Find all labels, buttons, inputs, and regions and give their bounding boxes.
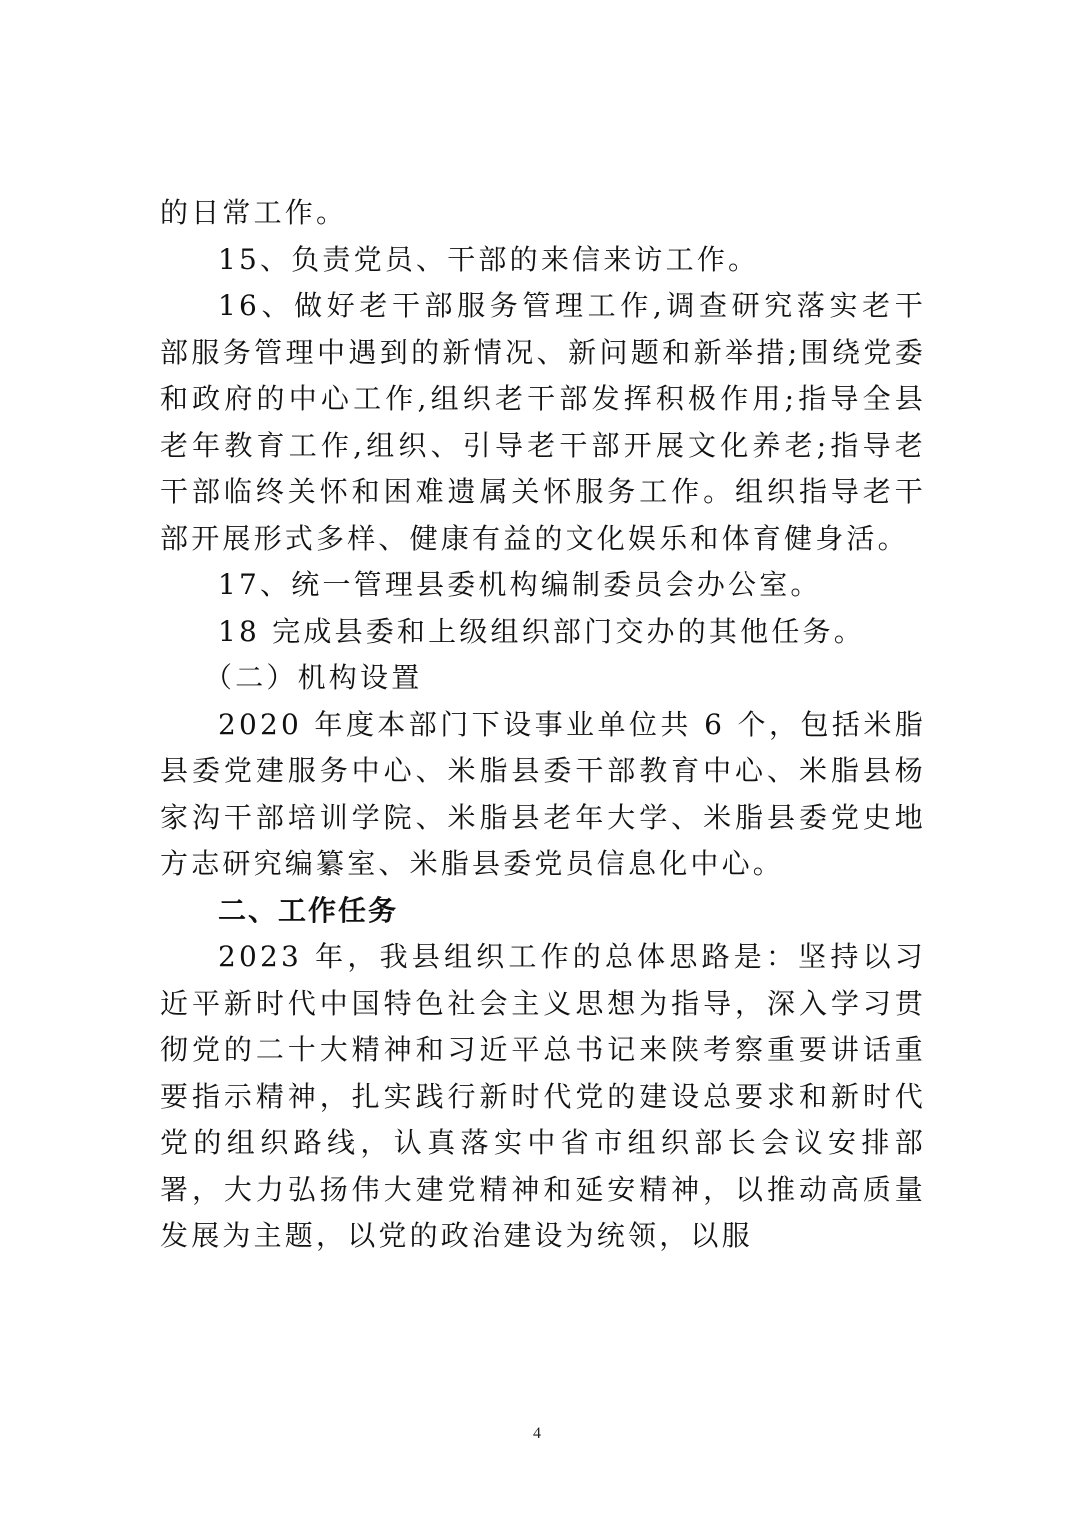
paragraph-continuation: 的日常工作。 [160,196,348,229]
section-heading-tasks: 二、工作任务 [218,893,399,927]
paragraph-institutions: 2020 年度本部门下设事业单位共 6 个，包括米脂县委党建服务中心、米脂县委干部教育中心、米脂县杨家沟干部培训学院、米脂县老年大学、米脂县委党史地方志研究编纂室、米脂县委党员信息化中心。 [160,707,926,880]
paragraph-item-16: 16、做好老干部服务管理工作,调查研究落实老干部服务管理中遇到的新情况、新问题和新举措;围绕党委和政府的中心工作,组织老干部发挥积极作用;指导全县老年教育工作,组织、引导老干部开展文化养老;指导老干部临终关怀和困难遗属关怀服务工作。组织指导老干部开展形式多样、健康有益的文化娱乐和体育健身活。 [160,289,926,555]
paragraph-item-15: 15、负责党员、干部的来信来访工作。 [218,242,760,276]
paragraph-item-17: 17、统一管理县委机构编制委员会办公室。 [218,568,822,601]
document-body [160,190,926,1260]
paragraph-item-18: 18 完成县委和上级组织部门交办的其他任务。 [218,614,865,648]
sub-heading-institutions: （二）机构设置 [204,661,423,694]
page-number: 4 [533,1425,541,1442]
paragraph-tasks: 2023 年，我县组织工作的总体思路是：坚持以习近平新时代中国特色社会主义思想为指导，深入学习贯彻党的二十大精神和习近平总书记来陕考察重要讲话重要指示精神，扎实践行新时代党的建设总要求和新时代党的组织路线，认真落实中省市组织部长会议安排部署，大力弘扬伟大建党精神和延安精神，以推动高质量发展为主题，以党的政治建设为统领，以服 [160,940,926,1252]
